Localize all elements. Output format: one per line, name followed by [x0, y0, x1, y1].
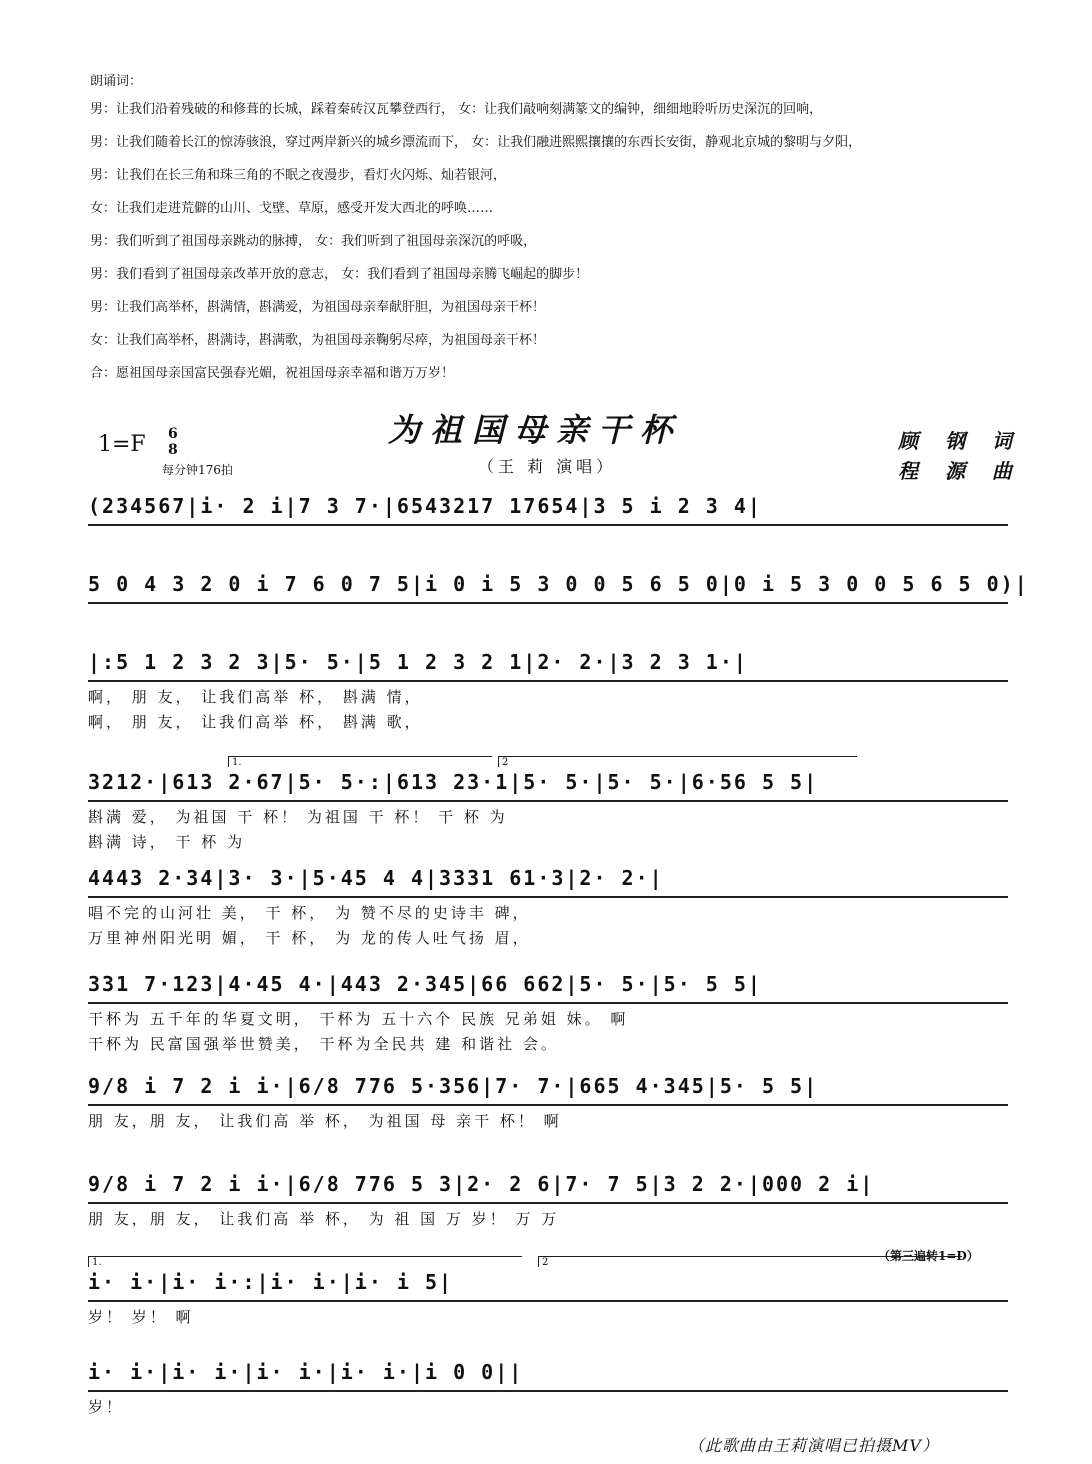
notation-line: 5 0 4 3 2 0 i 7 6 0 7 5|i 0 i 5 3 0 0 5 6 5 0|0 i 5 3 0 0 5 6 5 0)| [88, 572, 1008, 604]
volta-first-ending: 1. [228, 756, 492, 767]
modulation-note: （第三遍转1=D） [878, 1249, 979, 1263]
lyric-verse-1: 干杯为 五千年的华夏文明， 干杯为 五十六个 民族 兄弟姐 妹。 啊 [88, 1010, 629, 1028]
footer-note: （此歌曲由王莉演唱已拍摄MV） [688, 1436, 939, 1455]
volta-first-ending: 1. [88, 1256, 522, 1267]
recitation-line: 男：让我们沿着残破的和修葺的长城，踩着秦砖汉瓦攀登西行， 女：让我们敲响刻满篆文的编钟，细细地聆听历史深沉的回响， [90, 102, 823, 117]
notation-line: 9/8 i 7 2 i i·|6/8 776 5·356|7· 7·|665 4·345|5· 5 5| [88, 1074, 1008, 1106]
lyric-verse-1: 斟满 爱， 为祖国 干 杯！ 为祖国 干 杯！ 干 杯 为 [88, 808, 508, 826]
recitation-line: 男：让我们高举杯，斟满情，斟满爱，为祖国母亲奉献肝胆，为祖国母亲干杯！ [90, 300, 546, 315]
time-signature [168, 426, 178, 458]
volta-second-ending: 2 [538, 1256, 962, 1267]
lyric-verse-1: 朋 友，朋 友， 让我们高 举 杯， 为 祖 国 万 岁！ 万 万 [88, 1210, 560, 1228]
score-row [88, 1172, 1008, 1229]
score-row [88, 972, 1008, 1054]
recitation-line: 女：让我们高举杯，斟满诗，斟满歌，为祖国母亲鞠躬尽瘁，为祖国母亲干杯！ [90, 333, 546, 348]
recitation-line: 男：我们看到了祖国母亲改革开放的意志， 女：我们看到了祖国母亲腾飞崛起的脚步！ [90, 267, 589, 282]
time-signature-bottom: 8 [168, 442, 178, 458]
lyric-verse-1: 朋 友，朋 友， 让我们高 举 杯， 为祖国 母 亲干 杯！ 啊 [88, 1112, 562, 1130]
composer-credit: 程 源 曲 [898, 459, 1022, 483]
performer-credit: （王 莉 演唱） [478, 457, 617, 476]
song-title: 为祖国母亲干杯 [388, 411, 683, 449]
recitation-line: 男：让我们在长三角和珠三角的不眠之夜漫步，看灯火闪烁、灿若银河， [90, 168, 507, 183]
notation-line: 9/8 i 7 2 i i·|6/8 776 5 3|2· 2 6|7· 7 5|3 2 2·|000 2 i| [88, 1172, 1008, 1204]
lyric-verse-2: 干杯为 民富国强举世赞美， 干杯为全民共 建 和谐社 会。 [88, 1035, 559, 1053]
score-row [88, 1074, 1008, 1131]
lyric-verse-1: 唱不完的山河壮 美， 干 杯， 为 赞不尽的史诗丰 碑， [88, 904, 531, 922]
notation-line: 3212·|613 2·67|5· 5·:|613 23·1|5· 5·|5· 5·|6·56 5 5| [88, 770, 1008, 802]
notation-line: |:5 1 2 3 2 3|5· 5·|5 1 2 3 2 1|2· 2·|3 2 3 1·| [88, 650, 1008, 682]
tempo-marking: 每分钟176拍 [162, 463, 233, 477]
score-row [88, 650, 1008, 732]
recitation-line: 合：愿祖国母亲国富民强春光媚，祝祖国母亲幸福和谐万万岁！ [90, 366, 455, 381]
lyric-verse-2: 啊， 朋 友， 让我们高举 杯， 斟满 歌， [88, 713, 423, 731]
lyricist-credit: 顾 钢 词 [898, 429, 1022, 453]
notation-line: i· i·|i· i·|i· i·|i· i·|i 0 0|| [88, 1360, 1008, 1392]
lyric-verse-2: 万里神州阳光明 媚， 干 杯， 为 龙的传人吐气扬 眉， [88, 929, 531, 947]
notation-line: 4443 2·34|3· 3·|5·45 4 4|3331 61·3|2· 2·| [88, 866, 1008, 898]
volta-second-ending: 2 [498, 756, 857, 767]
recitation-block [90, 70, 1050, 397]
score-row [88, 1257, 1008, 1327]
score-row [88, 866, 1008, 948]
recitation-title: 朗诵词： [90, 74, 143, 89]
lyric-verse-1: 岁！ [88, 1398, 125, 1416]
lyric-verse-2: 斟满 诗， 干 杯 为 [88, 833, 246, 851]
lyric-verse-1: 岁！ 岁！ 啊 [88, 1308, 194, 1326]
score-row [88, 757, 1008, 852]
score-row [88, 572, 1029, 604]
credits [898, 426, 1022, 486]
time-signature-top: 6 [168, 426, 178, 442]
key-signature: 1=F [98, 432, 146, 457]
notation-line: 331 7·123|4·45 4·|443 2·345|66 662|5· 5·|5· 5 5| [88, 972, 1008, 1004]
recitation-line: 男：我们听到了祖国母亲跳动的脉搏， 女：我们听到了祖国母亲深沉的呼吸， [90, 234, 537, 249]
score-row [88, 1360, 1008, 1417]
lyric-verse-1: 啊， 朋 友， 让我们高举 杯， 斟满 情， [88, 688, 423, 706]
notation-line: i· i·|i· i·:|i· i·|i· i 5| [88, 1270, 1008, 1302]
recitation-line: 男：让我们随着长江的惊涛骇浪，穿过两岸新兴的城乡漂流而下， 女：让我们融进熙熙攘攘的东西长安街，静观北京城的黎明与夕阳， [90, 135, 862, 150]
recitation-line: 女：让我们走进荒僻的山川、戈壁、草原，感受开发大西北的呼唤…… [90, 201, 494, 216]
score-row [88, 494, 1008, 526]
notation-line: (234567|i· 2 i|7 3 7·|6543217 17654|3 5 i 2 3 4| [88, 494, 1008, 526]
